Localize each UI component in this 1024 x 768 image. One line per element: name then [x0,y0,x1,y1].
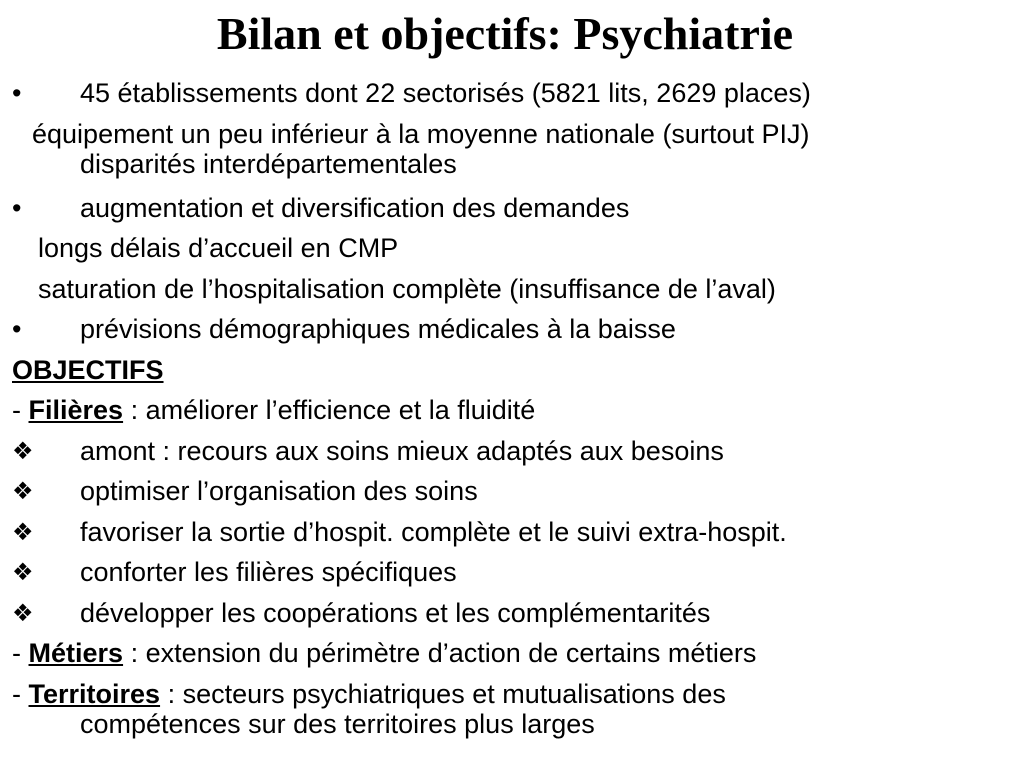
dash-icon: - [12,638,21,668]
sub-item-equipement [0,119,1024,193]
filieres-line [0,395,1024,436]
diamond-item-text: favoriser la sortie d’hospit. complète et le suivi extra-hospit. [80,516,787,547]
filieres-keyword: Filières [28,395,124,425]
bullet-item-demandes [0,193,1024,234]
sub-item-text: longs délais d’accueil en CMP [38,233,399,263]
metiers-lead [12,638,756,668]
territoires-text: : secteurs psychiatriques et mutualisations des [160,678,726,709]
bullet-item-previsions [0,314,1024,355]
bullet-icon: • [12,314,22,344]
sub-item-text: saturation de l’hospitalisation complète (insuffisance de l’aval) [38,273,776,304]
diamond-item-optimiser [0,476,1024,517]
dash-icon: - [12,678,21,709]
bullet-text: 45 établissements dont 22 sectorisés (5821 lits, 2629 places) [80,78,811,108]
bullet-item-etablissements [0,78,1024,119]
objectifs-heading-line [0,355,1024,396]
sub-item-text: équipement un peu inférieur à la moyenne nationale (surtout PIJ) [32,118,810,149]
bullet-icon: • [12,78,22,108]
filieres-lead [12,395,535,425]
diamond-item-developper [0,598,1024,639]
territoires-keyword: Territoires [28,678,161,709]
dash-icon: - [12,395,21,425]
territoires-line [0,679,1024,753]
territoires-lead [12,679,726,709]
diamond-bullet-icon: ❖ [12,558,34,586]
metiers-line [0,638,1024,679]
diamond-item-favoriser [0,517,1024,558]
sub-item-saturation [0,274,1024,315]
slide-title: Bilan et objectifs: Psychiatrie [216,8,794,59]
sub-item-delais [0,233,1024,274]
diamond-bullet-icon: ❖ [12,477,34,505]
territoires-continuation: compétences sur des territoires plus larges [80,708,595,739]
diamond-item-text: amont : recours aux soins mieux adaptés aux besoins [80,435,724,466]
metiers-keyword: Métiers [28,638,124,668]
metiers-text: : extension du périmètre d’action de certains métiers [123,638,757,668]
diamond-item-text: conforter les filières spécifiques [80,557,457,587]
diamond-item-conforter [0,557,1024,598]
bullet-text: prévisions démographiques médicales à la baisse [80,314,676,344]
bullet-text: augmentation et diversification des demandes [80,192,630,223]
diamond-bullet-icon: ❖ [12,598,34,627]
slide-content [0,78,1024,753]
objectifs-heading: OBJECTIFS [12,354,164,385]
diamond-item-amont [0,436,1024,477]
diamond-bullet-icon: ❖ [12,436,34,465]
filieres-text: : améliorer l’efficience et la fluidité [123,395,536,425]
diamond-item-text: développer les coopérations et les complémentarités [80,597,711,628]
sub-item-continuation: disparités interdépartementales [80,148,457,179]
diamond-bullet-icon: ❖ [12,517,34,546]
bullet-icon: • [12,192,22,223]
diamond-item-text: optimiser l’organisation des soins [80,476,478,506]
